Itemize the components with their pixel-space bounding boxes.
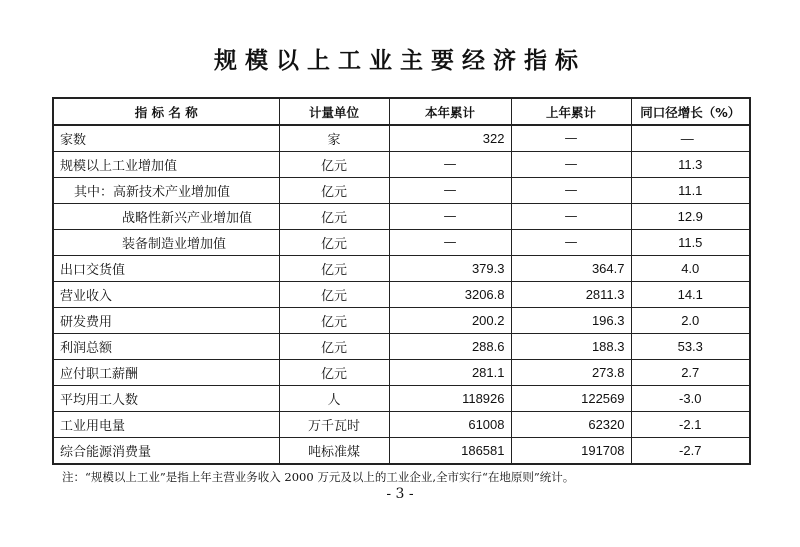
indicator-name-cell: 家数 <box>53 125 279 152</box>
previous-year-cell: 191708 <box>511 438 631 465</box>
page-title: 规模以上工业主要经济指标 <box>214 48 586 74</box>
table-row <box>53 438 750 465</box>
indicator-name-cell: 战略性新兴产业增加值 <box>53 204 279 230</box>
indicator-name-cell: 营业收入 <box>53 282 279 308</box>
table-row <box>53 256 750 282</box>
growth-cell: 12.9 <box>631 204 750 230</box>
indicator-name-cell: 应付职工薪酬 <box>53 360 279 386</box>
unit-cell: 亿元 <box>279 360 389 386</box>
unit-cell: 亿元 <box>279 308 389 334</box>
page-number: - 3 - <box>386 486 414 502</box>
unit-cell: 亿元 <box>279 152 389 178</box>
indicator-name-cell: 出口交货值 <box>53 256 279 282</box>
unit-cell: 亿元 <box>279 204 389 230</box>
table-row <box>53 204 750 230</box>
indicator-name-cell: 装备制造业增加值 <box>53 230 279 256</box>
current-year-cell: — <box>389 178 511 204</box>
growth-cell: 11.1 <box>631 178 750 204</box>
current-year-cell: 61008 <box>389 412 511 438</box>
table-row <box>53 230 750 256</box>
table-row <box>53 125 750 152</box>
unit-cell: 人 <box>279 386 389 412</box>
header-current-year: 本年累计 <box>389 98 511 125</box>
growth-cell: 11.3 <box>631 152 750 178</box>
table-row <box>53 282 750 308</box>
growth-cell: 4.0 <box>631 256 750 282</box>
indicator-name-cell: 工业用电量 <box>53 412 279 438</box>
previous-year-cell: — <box>511 178 631 204</box>
current-year-cell: 281.1 <box>389 360 511 386</box>
growth-cell: -3.0 <box>631 386 750 412</box>
header-indicator-name: 指 标 名 称 <box>53 98 279 125</box>
indicators-table <box>52 97 751 465</box>
indicator-name-cell: 平均用工人数 <box>53 386 279 412</box>
previous-year-cell: 2811.3 <box>511 282 631 308</box>
current-year-cell: — <box>389 152 511 178</box>
unit-cell: 亿元 <box>279 230 389 256</box>
indicator-name-cell: 研发费用 <box>53 308 279 334</box>
unit-cell: 亿元 <box>279 282 389 308</box>
unit-cell: 亿元 <box>279 178 389 204</box>
current-year-cell: 322 <box>389 125 511 152</box>
unit-cell: 亿元 <box>279 334 389 360</box>
growth-cell: 53.3 <box>631 334 750 360</box>
previous-year-cell: — <box>511 125 631 152</box>
current-year-cell: — <box>389 230 511 256</box>
indicator-name-cell: 综合能源消费量 <box>53 438 279 465</box>
growth-cell: 14.1 <box>631 282 750 308</box>
table-header-row <box>53 98 750 125</box>
growth-cell: -2.7 <box>631 438 750 465</box>
table-row <box>53 412 750 438</box>
current-year-cell: 3206.8 <box>389 282 511 308</box>
previous-year-cell: 122569 <box>511 386 631 412</box>
current-year-cell: 118926 <box>389 386 511 412</box>
table-row <box>53 152 750 178</box>
unit-cell: 家 <box>279 125 389 152</box>
table-row <box>53 178 750 204</box>
previous-year-cell: 196.3 <box>511 308 631 334</box>
previous-year-cell: — <box>511 230 631 256</box>
table-row <box>53 360 750 386</box>
current-year-cell: 288.6 <box>389 334 511 360</box>
header-unit: 计量单位 <box>279 98 389 125</box>
growth-cell: 11.5 <box>631 230 750 256</box>
unit-cell: 万千瓦时 <box>279 412 389 438</box>
header-previous-year: 上年累计 <box>511 98 631 125</box>
current-year-cell: 200.2 <box>389 308 511 334</box>
table-body <box>53 125 750 464</box>
table-row <box>53 386 750 412</box>
table-row <box>53 334 750 360</box>
current-year-cell: — <box>389 204 511 230</box>
growth-cell: — <box>631 125 750 152</box>
previous-year-cell: 273.8 <box>511 360 631 386</box>
indicator-name-cell: 利润总额 <box>53 334 279 360</box>
previous-year-cell: 62320 <box>511 412 631 438</box>
table-row <box>53 308 750 334</box>
footnote: 注：“规模以上工业”是指上年主营业务收入 2000 万元及以上的工业企业,全市实行“在地原则”统计。 <box>62 470 575 484</box>
indicator-name-cell: 其中：高新技术产业增加值 <box>53 178 279 204</box>
growth-cell: 2.7 <box>631 360 750 386</box>
unit-cell: 吨标准煤 <box>279 438 389 465</box>
current-year-cell: 186581 <box>389 438 511 465</box>
previous-year-cell: — <box>511 152 631 178</box>
current-year-cell: 379.3 <box>389 256 511 282</box>
growth-cell: 2.0 <box>631 308 750 334</box>
unit-cell: 亿元 <box>279 256 389 282</box>
indicator-name-cell: 规模以上工业增加值 <box>53 152 279 178</box>
previous-year-cell: — <box>511 204 631 230</box>
previous-year-cell: 188.3 <box>511 334 631 360</box>
growth-cell: -2.1 <box>631 412 750 438</box>
header-growth: 同口径增长（%） <box>631 98 750 125</box>
previous-year-cell: 364.7 <box>511 256 631 282</box>
